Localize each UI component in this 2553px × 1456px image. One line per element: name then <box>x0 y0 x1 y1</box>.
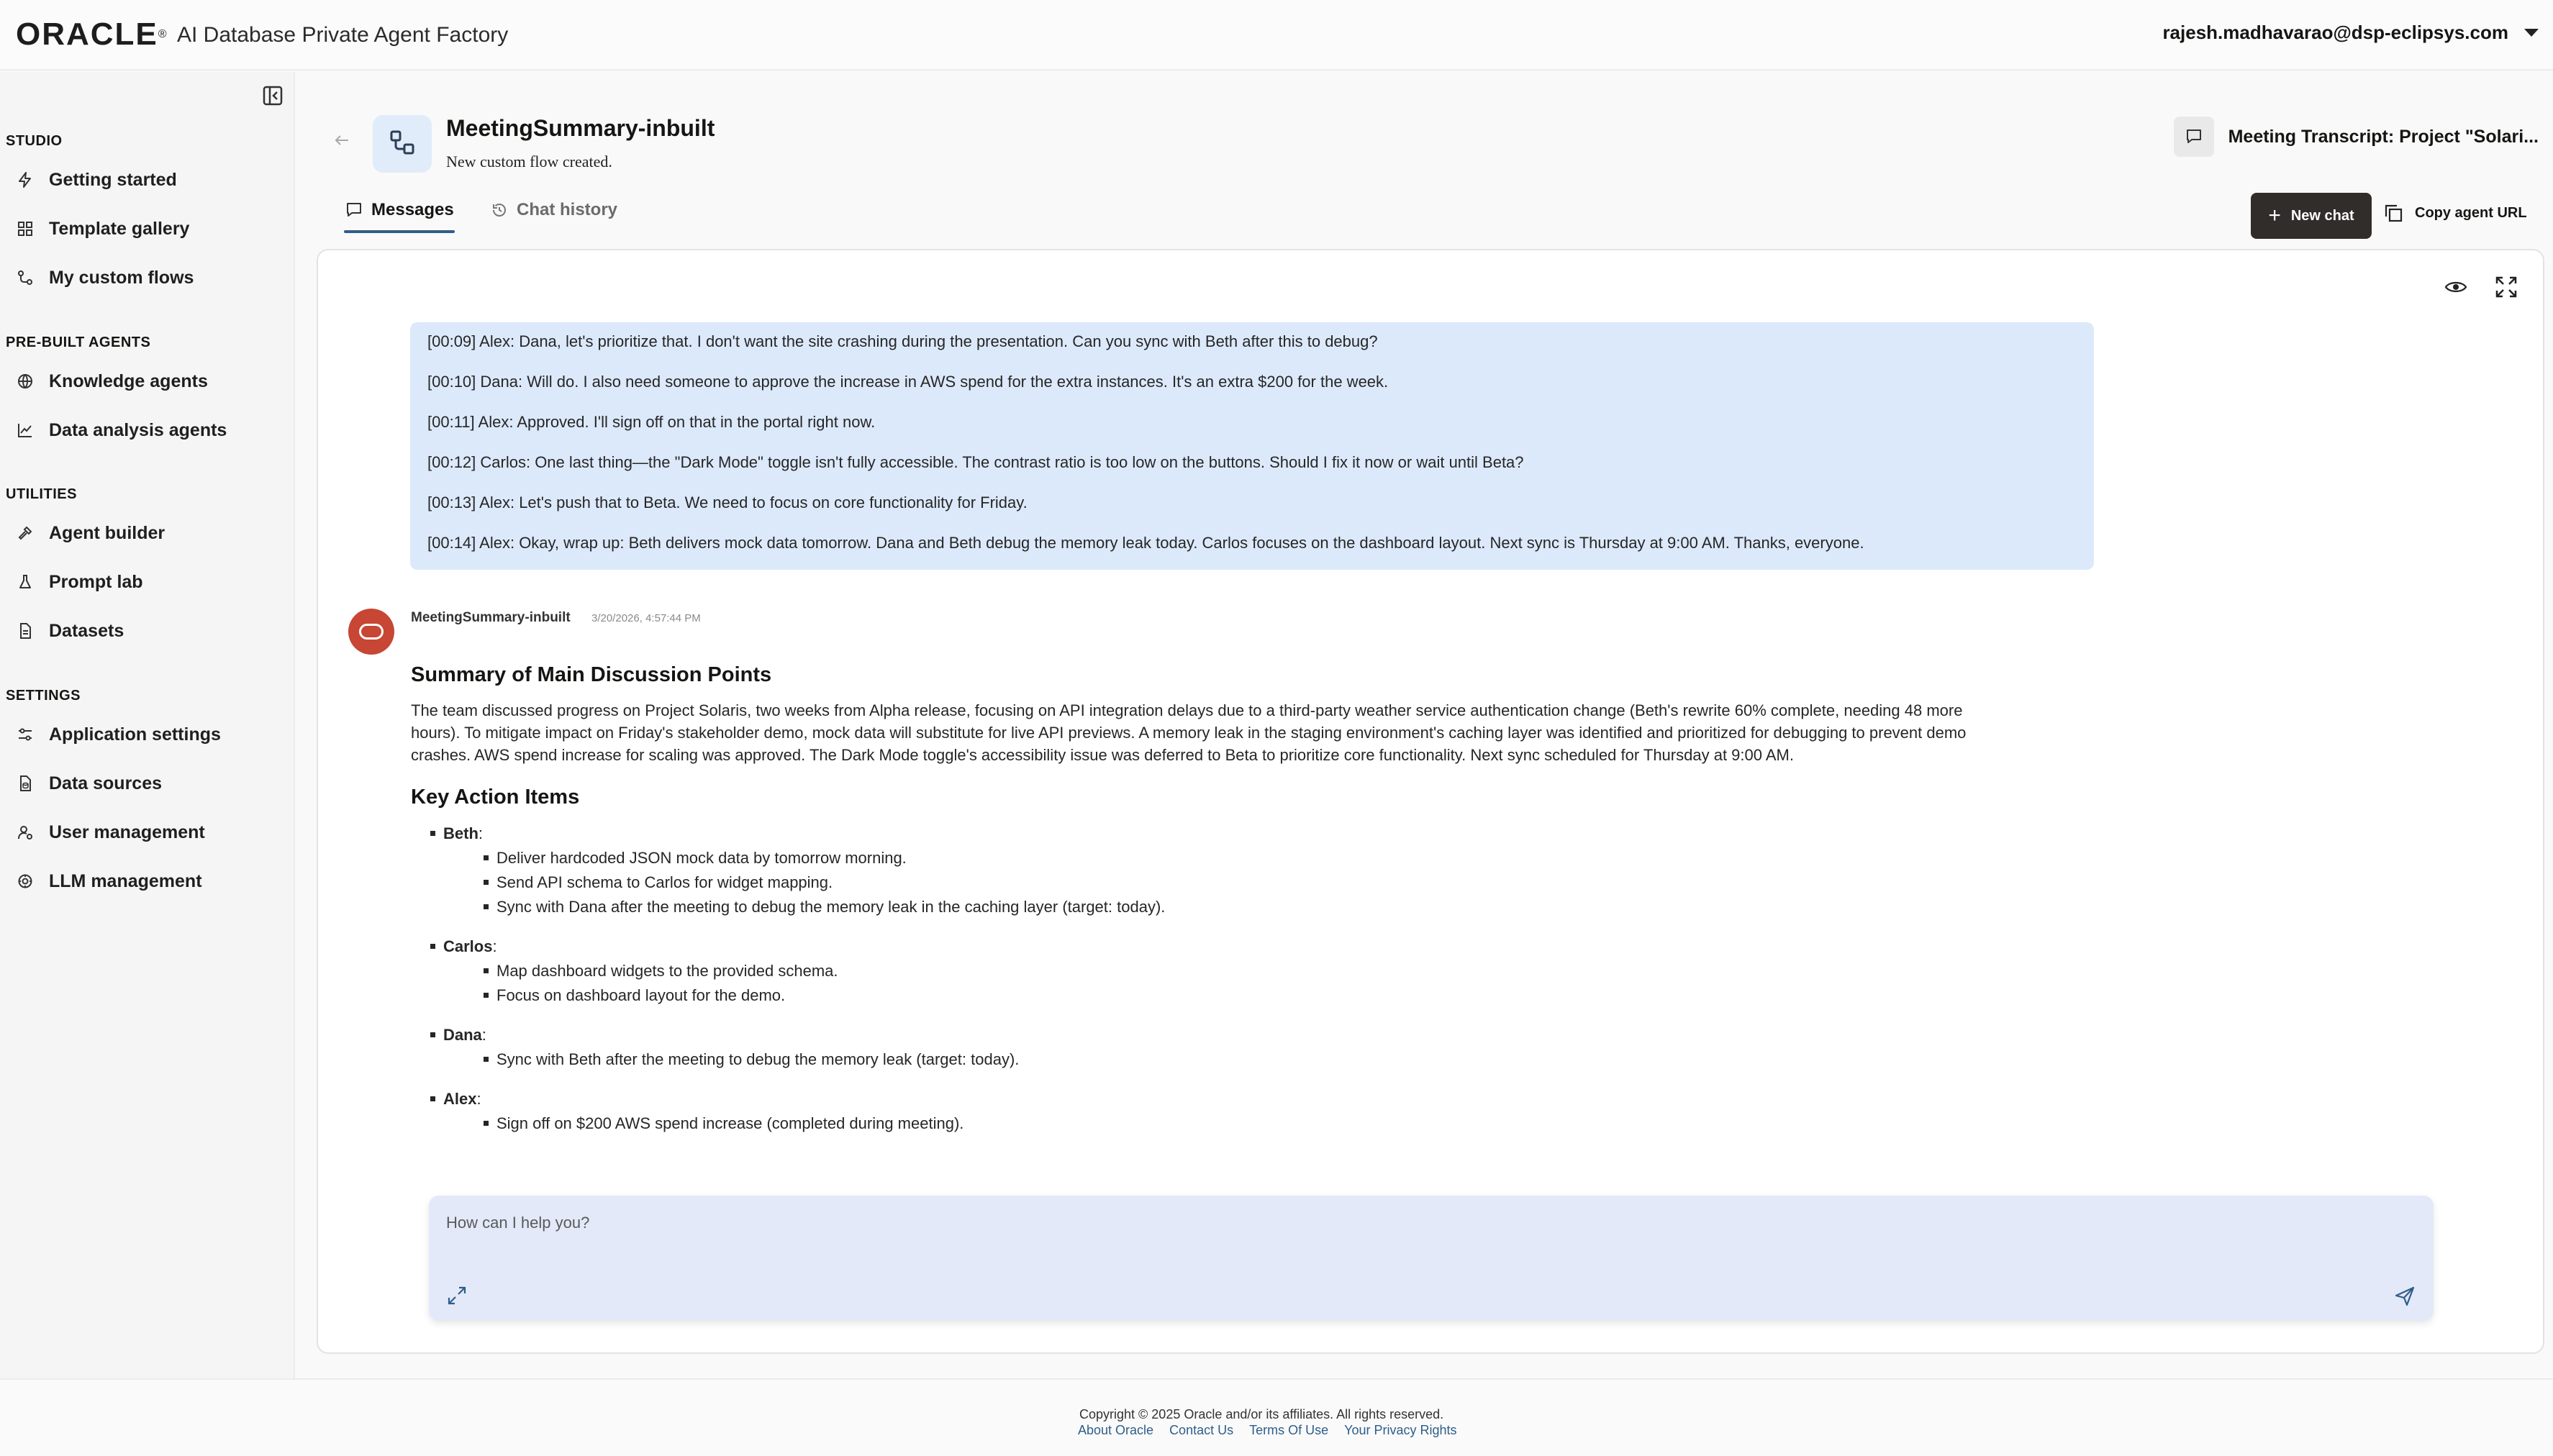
sidebar-item-label: Getting started <box>49 169 177 190</box>
new-chat-label: New chat <box>2290 207 2354 224</box>
sidebar-item-my-custom-flows[interactable] <box>0 258 294 298</box>
hammer-icon <box>16 524 35 542</box>
owner-name: Alex <box>443 1090 477 1108</box>
summary-line: The team discussed progress on Project Solaris, two weeks from Alpha release, focusing on API integration delays due to a third-party weather service authentication change (Beth's rewrite 60% complete, needing 48 more <box>411 701 1963 719</box>
message-timestamp: 3/20/2026, 4:57:44 PM <box>591 612 701 624</box>
footer-links <box>1078 1423 1473 1438</box>
globe-icon <box>16 372 35 391</box>
tab-chat-history[interactable] <box>491 200 617 220</box>
file-icon <box>16 622 35 640</box>
owner-name: Beth <box>443 824 479 842</box>
sidebar-item-label: My custom flows <box>49 267 194 288</box>
chevron-down-icon <box>2524 29 2539 37</box>
page-title: MeetingSummary-inbuilt <box>446 115 715 141</box>
action-task: Map dashboard widgets to the provided schema. <box>496 962 838 980</box>
action-task: Send API schema to Carlos for widget mapping. <box>496 873 833 891</box>
flow-icon <box>388 128 417 160</box>
action-task: Sign off on $200 AWS spend increase (completed during meeting). <box>496 1114 964 1132</box>
top-bar <box>0 0 2553 70</box>
user-message-bubble <box>410 322 2094 570</box>
sidebar-item-datasets[interactable] <box>0 611 294 651</box>
sidebar-item-user-management[interactable] <box>0 812 294 852</box>
fullscreen-icon[interactable] <box>2494 275 2518 299</box>
transcript-chip-label: Meeting Transcript: Project "Solari... <box>2228 126 2539 147</box>
action-task: Sync with Dana after the meeting to debug the memory leak in the caching layer (target: today). <box>496 898 1166 916</box>
sidebar-item-llm-management[interactable] <box>0 861 294 901</box>
transcript-line: [00:10] Dana: Will do. I also need someone to approve the increase in AWS spend for the extra instances. It's an extra $200 for the week. <box>427 373 1389 391</box>
action-task: Focus on dashboard layout for the demo. <box>496 986 786 1004</box>
action-task: Deliver hardcoded JSON mock data by tomorrow morning. <box>496 849 907 867</box>
history-icon <box>491 201 508 219</box>
sidebar-item-label: Datasets <box>49 620 124 641</box>
sidebar-section-settings: SETTINGS <box>6 688 81 704</box>
footer-link-about-oracle[interactable]: About Oracle <box>1078 1423 1154 1437</box>
sidebar-item-getting-started[interactable] <box>0 160 294 200</box>
sidebar-item-label: Template gallery <box>49 218 190 239</box>
action-task: Sync with Beth after the meeting to debug the memory leak (target: today). <box>496 1050 1020 1068</box>
transcript-chip[interactable] <box>2174 115 2539 158</box>
tab-label: Messages <box>371 200 454 219</box>
summary-line: hours). To mitigate impact on Friday's stakeholder demo, mock data will substitute for live API previews. A memory leak in the staging environment's caching layer was identified and prioritized for debugging to prevent demo <box>411 724 1967 742</box>
page-subtitle: New custom flow created. <box>446 153 612 170</box>
new-chat-button[interactable] <box>2251 193 2372 239</box>
transcript-line: [00:14] Alex: Okay, wrap up: Beth delivers mock data tomorrow. Dana and Beth debug the memory leak today. Carlos focuses on the dashboard layout. Next sync is Thursday at 9:00 AM. Thanks, everyone. <box>427 534 1864 552</box>
collapse-sidebar-icon[interactable] <box>262 85 284 106</box>
flow-avatar <box>373 115 432 173</box>
footer-link-privacy-rights[interactable]: Your Privacy Rights <box>1344 1423 1457 1437</box>
transcript-line: [00:13] Alex: Let's push that to Beta. We need to focus on core functionality for Friday. <box>427 493 1028 511</box>
sidebar-item-label: Application settings <box>49 724 221 745</box>
copy-agent-url-button[interactable] <box>2383 203 2527 223</box>
send-icon[interactable] <box>2393 1285 2416 1308</box>
back-arrow-icon[interactable] <box>332 131 351 150</box>
summary-heading: Summary of Main Discussion Points <box>411 663 772 686</box>
action-owner: Alex: <box>443 1090 481 1108</box>
transcript-line: [00:11] Alex: Approved. I'll sign off on that in the portal right now. <box>427 413 876 431</box>
sidebar-item-data-sources[interactable] <box>0 763 294 804</box>
sidebar-item-template-gallery[interactable] <box>0 209 294 249</box>
sidebar-item-label: Data analysis agents <box>49 419 227 440</box>
sidebar-item-label: LLM management <box>49 870 202 891</box>
chat-bubble-icon <box>2174 117 2214 157</box>
sidebar-item-knowledge-agents[interactable] <box>0 361 294 401</box>
eye-icon[interactable] <box>2444 275 2468 299</box>
bolt-icon <box>16 170 35 189</box>
sidebar-item-data-analysis-agents[interactable] <box>0 410 294 450</box>
sidebar-section-studio: STUDIO <box>6 133 63 149</box>
cog-icon <box>16 872 35 891</box>
chat-input[interactable] <box>446 1209 2317 1237</box>
sidebar-item-application-settings[interactable] <box>0 714 294 755</box>
sidebar-item-label: Knowledge agents <box>49 370 208 391</box>
avatar <box>348 609 394 655</box>
oracle-logo[interactable]: ORACLE® <box>16 17 168 52</box>
copyright-text: Copyright © 2025 Oracle and/or its affiliates. All rights reserved. <box>1079 1407 1444 1421</box>
action-owner: Carlos: <box>443 937 497 955</box>
sidebar-section-utilities: UTILITIES <box>6 486 77 502</box>
sliders-icon <box>16 725 35 744</box>
footer-link-terms-of-use[interactable]: Terms Of Use <box>1249 1423 1329 1437</box>
sidebar-item-label: Agent builder <box>49 522 165 543</box>
database-file-icon <box>16 774 35 793</box>
active-tab-indicator <box>344 230 455 233</box>
sidebar-item-agent-builder[interactable] <box>0 513 294 553</box>
user-gear-icon <box>16 823 35 842</box>
sidebar-section-prebuilt-agents: PRE-BUILT AGENTS <box>6 335 151 350</box>
action-owner: Beth: <box>443 824 484 842</box>
tab-messages[interactable] <box>345 200 454 220</box>
summary-paragraph <box>411 699 2080 766</box>
user-email: rajesh.madhavarao@dsp-eclipsys.com <box>2162 22 2508 43</box>
owner-name: Carlos <box>443 937 493 955</box>
flow-icon <box>16 268 35 287</box>
chart-icon <box>16 421 35 440</box>
footer-link-contact-us[interactable]: Contact Us <box>1169 1423 1234 1437</box>
plus-icon: + <box>2268 204 2281 227</box>
sidebar-item-label: Prompt lab <box>49 571 143 592</box>
owner-name: Dana <box>443 1026 482 1044</box>
tab-label: Chat history <box>517 200 618 219</box>
oracle-logo-icon <box>359 624 384 640</box>
grid-icon <box>16 219 35 238</box>
chat-bubble-icon <box>345 201 363 219</box>
copy-agent-url-label: Copy agent URL <box>2415 204 2527 221</box>
sidebar-item-label: Data sources <box>49 773 163 793</box>
app-name: AI Database Private Agent Factory <box>177 23 509 47</box>
sidebar-item-label: User management <box>49 822 205 842</box>
user-menu[interactable] <box>2162 22 2539 44</box>
transcript-line: [00:09] Alex: Dana, let's prioritize that. I don't want the site crashing during the presentation. Can you sync with Beth after this to debug? <box>427 332 1378 350</box>
sidebar-item-prompt-lab[interactable] <box>0 562 294 602</box>
transcript-line: [00:12] Carlos: One last thing—the "Dark Mode" toggle isn't fully accessible. The contrast ratio is too low on the buttons. Should I fix it now or wait until Beta? <box>427 453 1524 471</box>
action-items-heading: Key Action Items <box>411 786 580 809</box>
expand-input-icon[interactable] <box>446 1285 468 1306</box>
copy-icon <box>2383 203 2403 223</box>
flask-icon <box>16 573 35 591</box>
bot-name: MeetingSummary-inbuilt <box>411 610 571 625</box>
summary-line: crashes. AWS spend increase for scaling was approved. The Dark Mode toggle's accessibility issue was deferred to Beta to prioritize core functionality. Next sync scheduled for Thursday at 9:00 AM. <box>411 746 1794 764</box>
action-owner: Dana: <box>443 1026 486 1044</box>
